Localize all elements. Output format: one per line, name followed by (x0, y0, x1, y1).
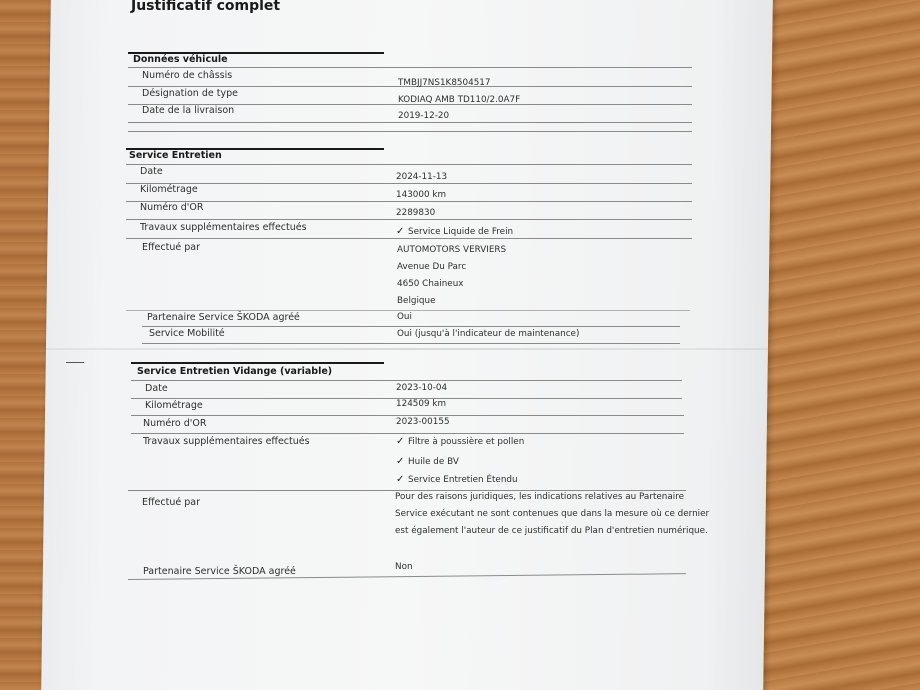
extra-work-item: ✓ Huile de BV (396, 456, 459, 467)
section-rule (128, 67, 692, 68)
address-line: AUTOMOTORS VERVIERS (397, 245, 507, 255)
table-row (126, 166, 692, 184)
row-label: Numéro d'OR (140, 202, 204, 213)
row-value: KODIAQ AMB TD110/2.0A7F (398, 95, 521, 105)
row-value: 2023-10-04 (396, 383, 448, 393)
row-value: 143000 km (396, 190, 447, 200)
row-value: 124509 km (396, 399, 447, 409)
partner-value: Oui (397, 312, 412, 322)
row-rule (142, 343, 680, 344)
address-line: Avenue Du Parc (397, 262, 467, 272)
section-title-oil-service: Service Entretien Vidange (variable) (137, 366, 333, 377)
row-rule (126, 310, 690, 311)
paper-fold (46, 348, 768, 350)
table-row (128, 87, 692, 105)
row-label: Kilométrage (140, 184, 198, 195)
legal-notice-line: Service exécutant ne sont contenues que dans la mesure où ce dernier (395, 509, 710, 519)
row-value: 2289830 (396, 208, 436, 218)
table-row (131, 416, 684, 434)
performed-by-label: Effectué par (142, 242, 200, 253)
table-row (126, 184, 692, 202)
table-row (131, 398, 684, 416)
performed-by-label: Effectué par (142, 497, 200, 508)
mobility-label: Service Mobilité (149, 328, 225, 339)
checkmark-icon: ✓ (396, 474, 405, 485)
row-label: Date (140, 166, 163, 177)
checkmark-icon: ✓ (396, 456, 405, 467)
checkmark-icon: ✓ (396, 226, 405, 237)
row-value: 2019-12-20 (398, 111, 450, 121)
table-row (126, 221, 692, 239)
partner-value: Non (395, 562, 413, 572)
row-label: Date (145, 383, 168, 394)
legal-notice-line: Pour des raisons juridiques, les indications relatives au Partenaire (395, 492, 685, 502)
row-label: Travaux supplémentaires effectués (140, 222, 307, 233)
section-rule (126, 164, 692, 165)
row-value: TMBJJ7NS1K8504517 (398, 78, 491, 88)
address-line: 4650 Chaineux (397, 279, 464, 289)
address-line: Belgique (397, 296, 436, 306)
section-title-vehicle: Données véhicule (133, 54, 228, 65)
section-title-service: Service Entretien (129, 150, 222, 161)
row-value: 2023-00155 (396, 417, 450, 427)
partner-label: Partenaire Service ŠKODA agréé (147, 312, 300, 323)
legal-notice-line: est également l'auteur de ce justificatif du Plan d'entretien numérique. (395, 526, 708, 536)
row-label: Kilométrage (145, 400, 203, 411)
extra-work-item: ✓ Filtre à poussière et pollen (396, 436, 525, 447)
wood-table-right (760, 0, 920, 690)
document-title: Justificatif complet (131, 0, 281, 14)
extra-work-item: ✓ Service Entretien Étendu (396, 474, 518, 485)
table-row (128, 69, 692, 87)
mobility-value: Oui (jusqu'à l'indicateur de maintenance) (397, 329, 580, 339)
section-rule (128, 131, 692, 132)
row-label: Numéro de châssis (142, 70, 233, 81)
table-row (128, 105, 692, 123)
row-label: Date de la livraison (142, 105, 235, 116)
row-value: ✓ Service Liquide de Frein (396, 226, 514, 237)
table-row (131, 381, 682, 399)
row-rule (142, 326, 680, 327)
extra-work-label: Travaux supplémentaires effectués (143, 436, 310, 447)
row-value: 2024-11-13 (396, 172, 448, 182)
row-label: Désignation de type (142, 88, 238, 99)
row-rule (128, 490, 686, 491)
fold-mark (66, 362, 84, 363)
section-bar-oil-service (131, 362, 384, 364)
partner-label: Partenaire Service ŠKODA agréé (143, 566, 296, 577)
row-label: Numéro d'OR (143, 418, 207, 429)
checkmark-icon: ✓ (396, 436, 405, 447)
table-row (126, 202, 692, 220)
